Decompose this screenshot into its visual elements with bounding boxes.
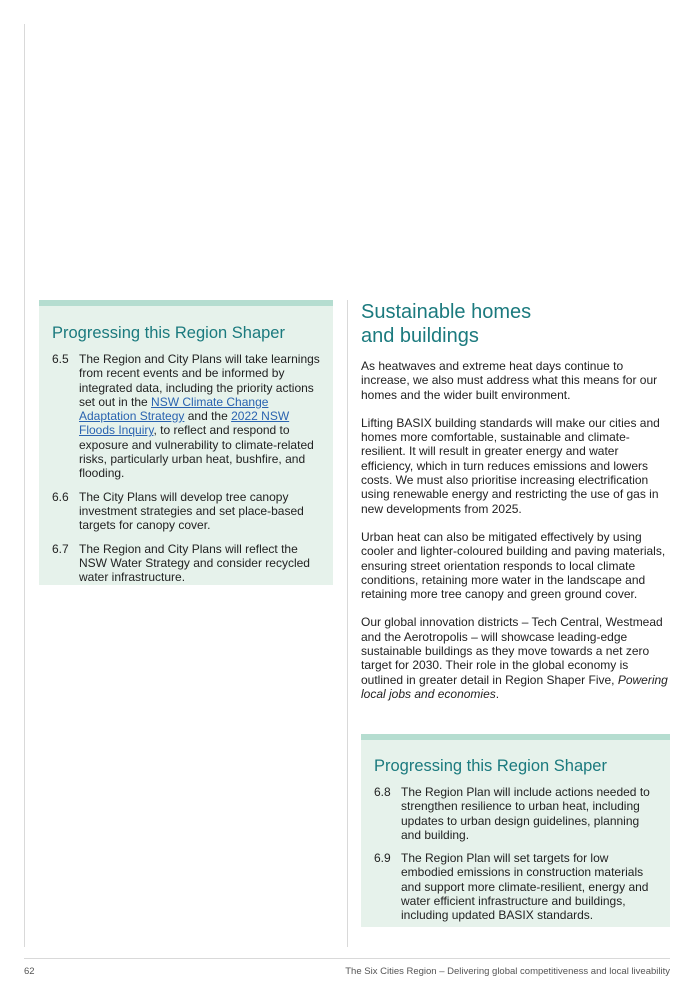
region-shaper-box-left	[39, 300, 333, 585]
footer-rule	[24, 958, 670, 959]
footer-title: The Six Cities Region – Delivering global competitiveness and local liveability	[345, 966, 670, 977]
action-item-6-5	[52, 352, 323, 481]
paragraph	[361, 615, 671, 701]
item-text: The Region Plan will include actions needed to strengthen resilience to urban heat, including updates to urban design guidelines, planning and building.	[401, 785, 650, 842]
item-text: The Region and City Plans will take learnings from recent events and be informed by integrated data, including the priority actions set out in the	[79, 352, 320, 409]
item-number: 6.7	[52, 541, 69, 556]
item-text: , to reflect and respond to exposure and vulnerability to climate-related risks, particularly urban heat, bushfire, and flooding.	[79, 423, 314, 481]
region-shaper-box-right	[361, 734, 670, 927]
item-number: 6.5	[52, 352, 69, 366]
title-line: Sustainable homes	[361, 301, 532, 323]
action-item-6-8	[374, 785, 660, 842]
item-number: 6.9	[374, 851, 391, 866]
nsw-climate-strategy-link[interactable]: NSW Climate Change Adaptation Strategy	[79, 394, 269, 424]
box-heading: Progressing this Region Shaper	[374, 757, 607, 775]
article-title	[361, 300, 671, 348]
box-heading: Progressing this Region Shaper	[52, 324, 285, 342]
paragraph-text: Our global innovation districts – Tech Central, Westmead and the Aerotropolis – will showcase leading-edge sustainable buildings as they move towards a net zero target for 2030. Their role in the global economy is outlined in greater detail in Region Shaper Five,	[361, 615, 663, 687]
item-text: The Region and City Plans will reflect the NSW Water Strategy and consider recycled water infrastructure.	[79, 541, 310, 585]
action-item-6-9	[374, 851, 660, 922]
item-number: 6.8	[374, 785, 391, 799]
floods-inquiry-link[interactable]: 2022 NSW Floods Inquiry	[79, 409, 290, 438]
action-item-6-7	[52, 542, 323, 585]
publication-title: Powering local jobs and economies	[361, 672, 668, 701]
column-divider	[347, 300, 348, 947]
paragraph: Urban heat can also be mitigated effectively by using cooler and lighter-coloured building and paving materials, ensuring street orientation responds to local climate conditions, retaining more water in the landscape and retaining more tree canopy and green ground cover.	[361, 529, 666, 602]
item-number: 6.6	[52, 489, 69, 504]
item-text: The City Plans will develop tree canopy investment strategies and set place-based targets for canopy cover.	[79, 489, 304, 533]
article-sustainable-homes	[361, 300, 671, 701]
action-item-6-6	[52, 490, 323, 533]
left-margin-rule	[24, 24, 25, 947]
page-number: 62	[24, 966, 35, 977]
paragraph-text: .	[495, 686, 500, 701]
paragraph: As heatwaves and extreme heat days continue to increase, we also must address what this means for our homes and the wider built environment.	[361, 359, 658, 402]
paragraph: Lifting BASIX building standards will make our cities and homes more comfortable, sustainable and climate-resilient. It will result in greater energy and water efficiency, which in turn reduces emissions and lowers costs. We must also prioritise increasing electrification using renewable energy and restricting the use of gas in new developments from 2025.	[361, 415, 660, 516]
item-text: The Region Plan will set targets for low embodied emissions in construction materials and support more climate-resilient, energy and water efficient infrastructure and buildings, including updated BASIX standards.	[401, 851, 649, 923]
title-line: and buildings	[361, 325, 479, 347]
item-text: and the	[184, 409, 232, 424]
